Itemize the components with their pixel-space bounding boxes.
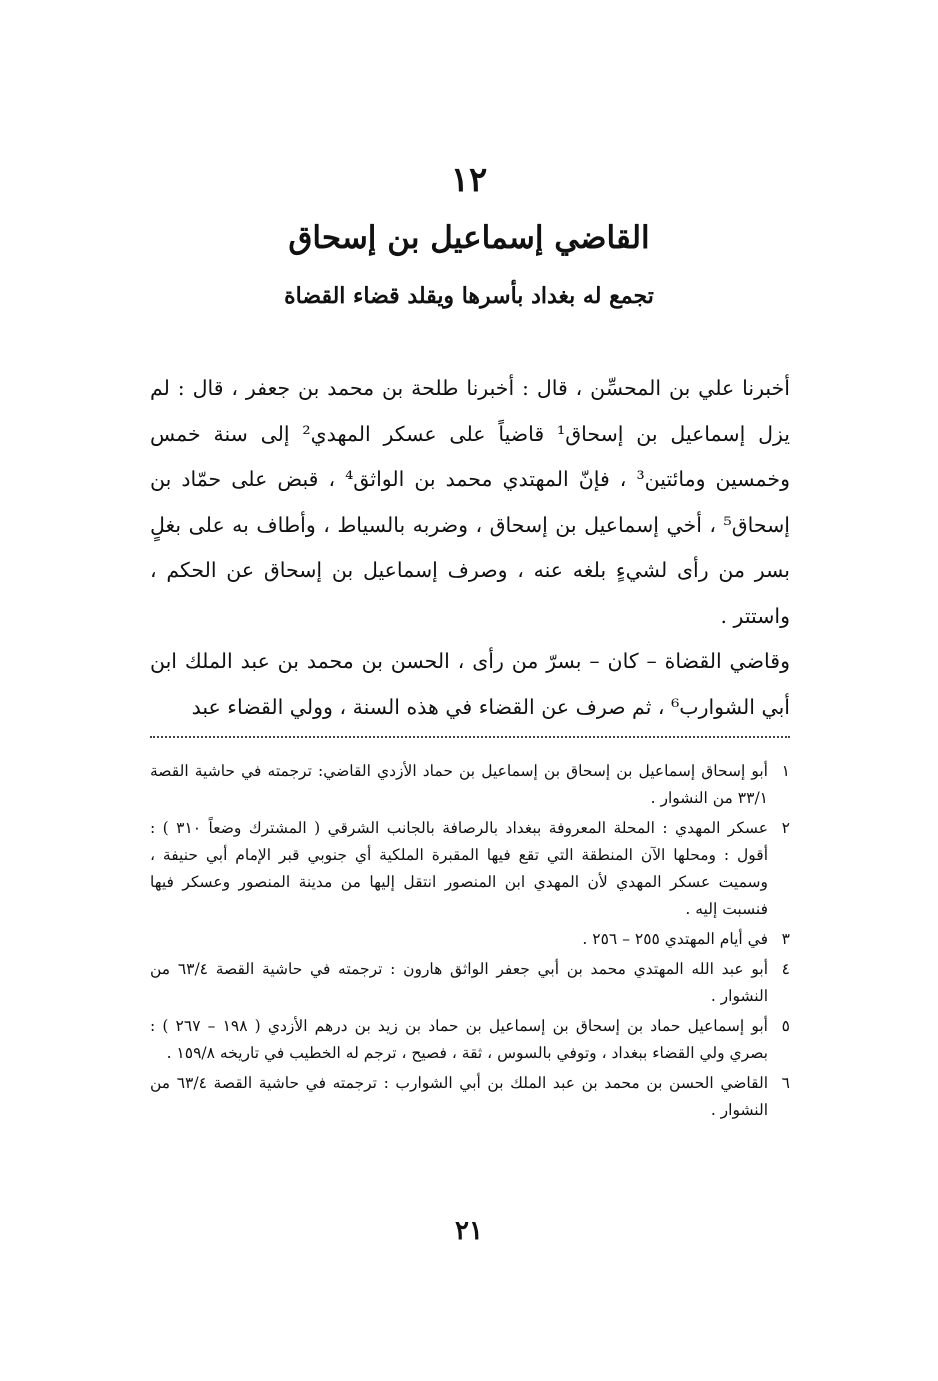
footnote-text: أبو إسماعيل حماد بن إسحاق بن إسماعيل بن حماد بن زيد بن درهم الأزدي ( ١٩٨ – ٢٦٧ ) : بصري ولي القضاء ببغداد ، وتوفي بالسوس ، ثقة ، فصيح ، ترجم له الخطيب في تاريخه ١٥٩/٨ .: [150, 1017, 768, 1062]
footnote-number: ٥: [781, 1017, 790, 1035]
page-number: ٢١: [455, 1216, 483, 1246]
footnote-6: [150, 1070, 790, 1124]
footnote-number: ٦: [781, 1074, 790, 1092]
main-text: [150, 366, 790, 730]
footnote-text: القاضي الحسن بن محمد بن عبد الملك بن أبي الشوارب : ترجمته في حاشية القصة ٦٣/٤ من النشوار .: [150, 1074, 768, 1119]
footnote-4: [150, 956, 790, 1010]
footnote-1: [150, 758, 790, 812]
chapter-title: القاضي إسماعيل بن إسحاق: [288, 220, 650, 256]
footnote-divider: [150, 736, 790, 738]
footnote-2: [150, 815, 790, 923]
footnote-number: ١: [781, 762, 790, 780]
paragraph-1: أخبرنا علي بن المحسِّن ، قال : أخبرنا طلحة بن محمد بن جعفر ، قال : لم يزل إسماعيل بن إسحاق¹ قاضياً على عسكر المهدي² إلى سنة خمس وخمسين ومائتين³ ، فإنّ المهتدي محمد بن الواثق⁴ ، قبض على حمّاد بن إسحاق⁵ ، أخي إسماعيل بن إسحاق ، وضربه بالسياط ، وأطاف به على بغلٍ بسر من رأى لشيءٍ بلغه عنه ، وصرف إسماعيل بن إسحاق عن الحكم ، واستتر .: [150, 376, 790, 628]
footnote-number: ٢: [781, 819, 790, 837]
footnote-text: أبو إسحاق إسماعيل بن إسحاق بن إسماعيل بن حماد الأزدي القاضي: ترجمته في حاشية القصة ٣٣/١ من النشوار .: [150, 762, 768, 807]
footnote-text: عسكر المهدي : المحلة المعروفة ببغداد بالرصافة بالجانب الشرقي ( المشترك وضعاً ٣١٠ ) : أقول : ومحلها الآن المنطقة التي تقع فيها المقبرة الملكية أي جنوبي قبر الإمام أبي حنيفة ، وسميت عسكر المهدي لأن المهدي ابن المنصور انتقل إليها من مدينة المنصور وعسكر فيها فنسبت إليه .: [150, 819, 768, 918]
footnote-text: في أيام المهتدي ٢٥٥ – ٢٥٦ .: [582, 930, 768, 948]
footnotes-list: [150, 758, 790, 1127]
footnote-number: ٤: [781, 960, 790, 978]
footnote-number: ٣: [781, 930, 790, 948]
chapter-number: ١٢: [450, 160, 488, 200]
footnote-5: [150, 1013, 790, 1067]
footnote-3: [150, 926, 790, 953]
paragraph-2: وقاضي القضاة – كان – بسرّ من رأى ، الحسن بن محمد بن عبد الملك ابن أبي الشوارب⁶ ، ثم صرف عن القضاء في هذه السنة ، وولي القضاء عبد: [150, 649, 790, 719]
chapter-subtitle: تجمع له بغداد بأسرها ويقلد قضاء القضاة: [284, 283, 654, 309]
footnote-text: أبو عبد الله المهتدي محمد بن أبي جعفر الواثق هارون : ترجمته في حاشية القصة ٦٣/٤ من النشوار .: [150, 960, 768, 1005]
